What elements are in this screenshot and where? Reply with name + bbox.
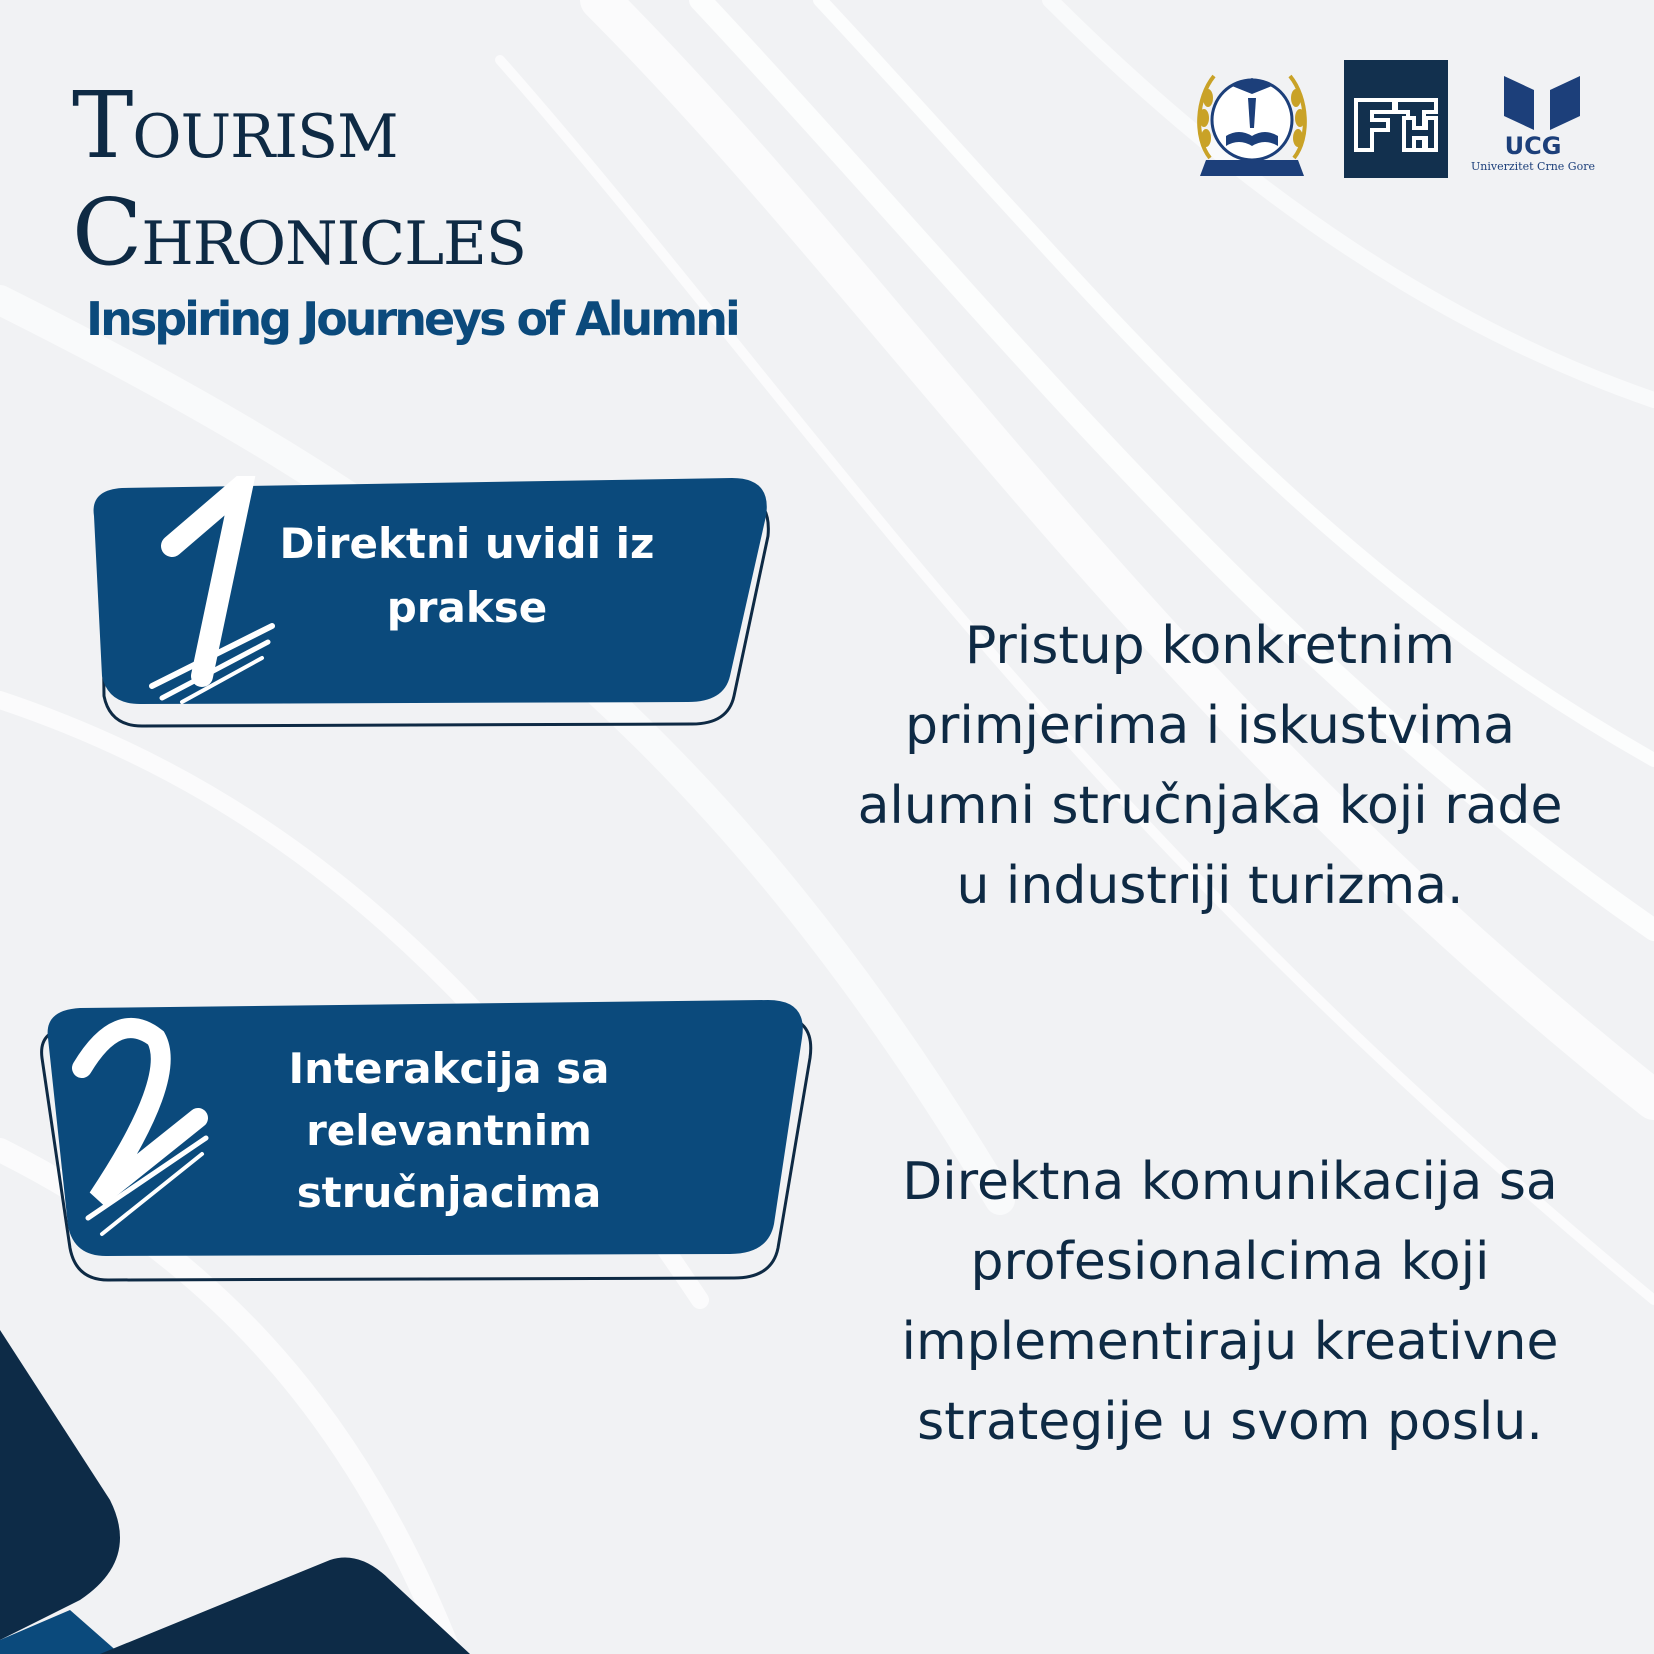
card-1-title: Direktni uvidi iz prakse bbox=[279, 519, 655, 632]
alumni-association-logo bbox=[1192, 58, 1312, 188]
description-1: Pristup konkretnim primjerima i iskustvima alumni stručnjaka koji rade u industriji turizma. bbox=[857, 616, 1563, 916]
feature-card-2 bbox=[38, 998, 864, 1288]
fth-logo bbox=[1344, 60, 1448, 178]
corner-shape-dark bbox=[0, 1330, 120, 1640]
card-2-title: Interakcija sa relevantnim stručnjacima bbox=[288, 1044, 610, 1217]
description-2: Direktna komunikacija sa profesionalcima koji implementiraju kreativne strategije u svom poslu. bbox=[901, 1152, 1559, 1452]
title-line-1: TOURISM bbox=[72, 72, 398, 179]
subtitle: Inspiring Journeys of Alumni bbox=[86, 292, 738, 346]
feature-card-1 bbox=[72, 476, 802, 738]
page-title bbox=[72, 72, 526, 292]
title-line-2: CHRONICLES bbox=[72, 179, 526, 286]
ucg-name: UCG bbox=[1504, 132, 1562, 160]
ucg-subtitle: Univerzitet Crne Gore bbox=[1471, 160, 1595, 173]
